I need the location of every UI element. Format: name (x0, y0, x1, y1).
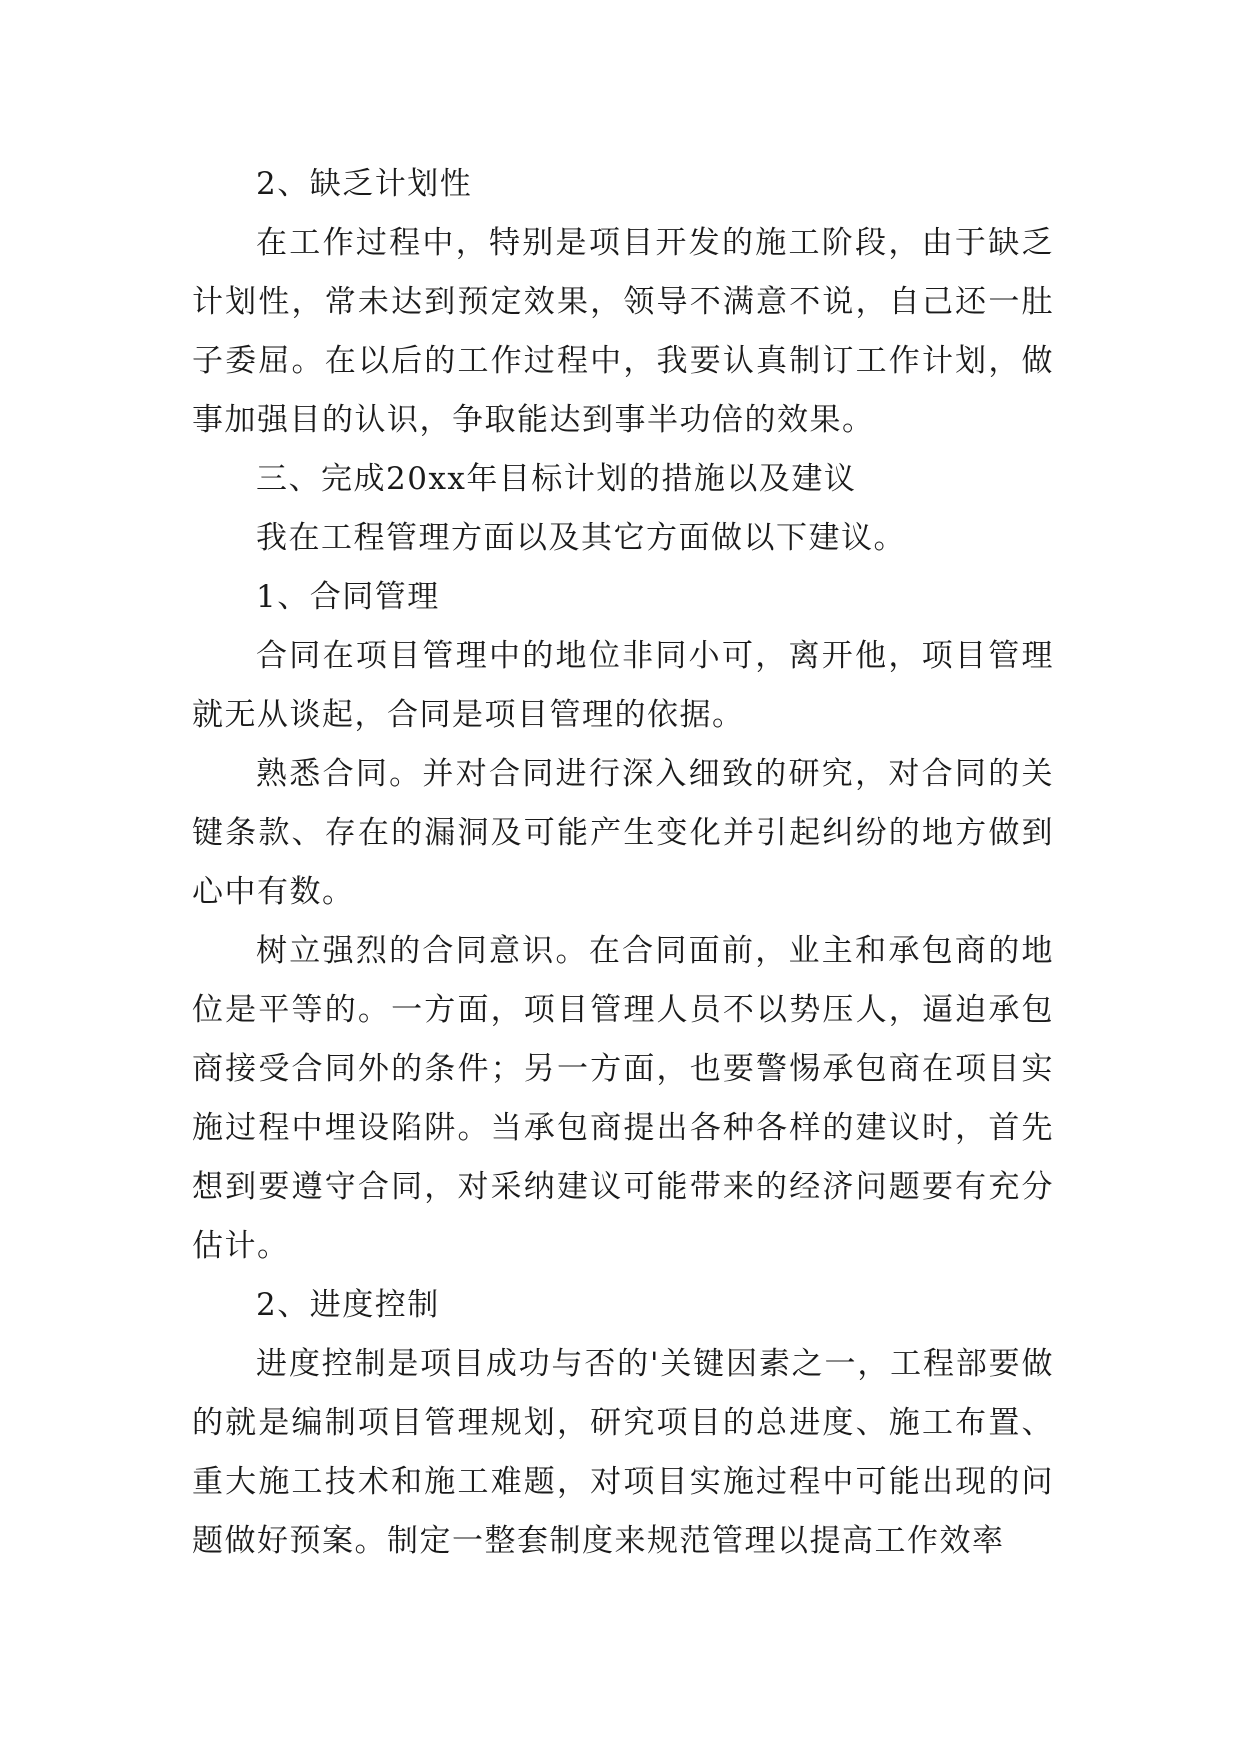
paragraph-schedule-control: 进度控制是项目成功与否的'关键因素之一，工程部要做的就是编制项目管理规划，研究项目的总进度、施工布置、重大施工技术和施工难题，对项目实施过程中可能出现的问题做好预案。制定一整套制度来规范管理以提高工作效率 (192, 1346, 1054, 1559)
paragraph-contract-importance: 合同在项目管理中的地位非同小可，离开他，项目管理就无从谈起，合同是项目管理的依据。 (192, 638, 1054, 733)
heading-measures-and-suggestions: 三、完成20xx年目标计划的措施以及建议 (256, 461, 857, 497)
document-body (192, 155, 1054, 1571)
paragraph-contract-awareness: 树立强烈的合同意识。在合同面前，业主和承包商的地位是平等的。一方面，项目管理人员不以势压人，逼迫承包商接受合同外的条件；另一方面，也要警惕承包商在项目实施过程中埋设陷阱。当承包商提出各种各样的建议时，首先想到要遵守合同，对采纳建议可能带来的经济问题要有充分估计。 (192, 933, 1054, 1264)
heading-schedule-control: 2、进度控制 (256, 1287, 440, 1323)
paragraph-planning-issue: 在工作过程中，特别是项目开发的施工阶段，由于缺乏计划性，常未达到预定效果，领导不满意不说，自己还一肚子委屈。在以后的工作过程中，我要认真制订工作计划，做事加强目的认识，争取能达到事半功倍的效果。 (192, 225, 1054, 438)
paragraph-suggestions-intro: 我在工程管理方面以及其它方面做以下建议。 (256, 520, 906, 556)
paragraph-familiarize-contract: 熟悉合同。并对合同进行深入细致的研究，对合同的关键条款、存在的漏洞及可能产生变化并引起纠纷的地方做到心中有数。 (192, 756, 1054, 910)
heading-lack-of-planning: 2、缺乏计划性 (256, 166, 473, 202)
heading-contract-management: 1、合同管理 (256, 579, 440, 615)
